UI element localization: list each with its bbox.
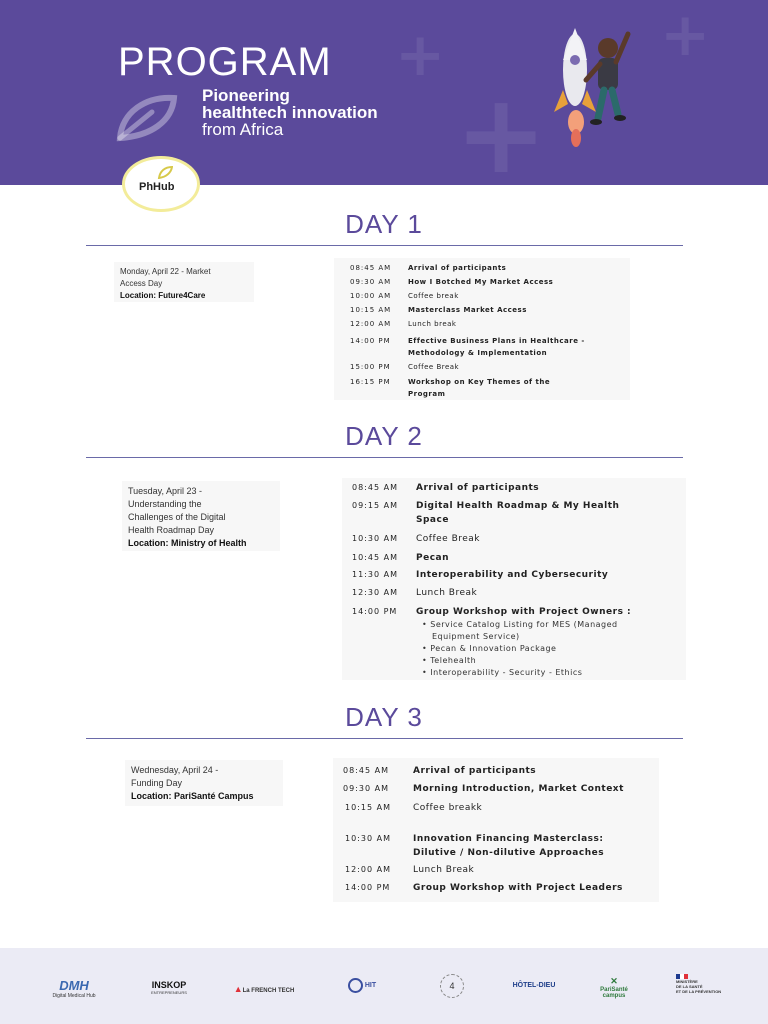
- day-info-line: Access Day: [120, 279, 163, 288]
- event-title: Arrival of participants: [416, 483, 540, 493]
- day-info-line: Understanding the: [128, 499, 202, 509]
- event-title: Coffee Break: [408, 363, 460, 371]
- dmh-logo: [50, 978, 98, 999]
- event-title: Dilutive / Non-dilutive Approaches: [413, 848, 605, 858]
- divider: [86, 245, 683, 246]
- schedule: [333, 758, 659, 902]
- event-time: 16:15 PM: [350, 378, 391, 386]
- tagline: Pioneering: [202, 86, 290, 105]
- event-time: 12:00 AM: [345, 865, 391, 874]
- event-time: 08:45 AM: [352, 483, 398, 492]
- event-title: Lunch break: [408, 320, 457, 328]
- sub-item-text: Pecan & Innovation Package: [430, 644, 557, 653]
- plus-icon: +: [660, 0, 711, 70]
- event-title: Lunch Break: [416, 588, 478, 598]
- event-title: Workshop on Key Themes of the: [408, 378, 551, 386]
- event-title: Coffee Break: [416, 534, 481, 544]
- event-time: 10:15 AM: [345, 803, 391, 812]
- rooster-icon: ▲: [233, 984, 243, 994]
- schedule: [334, 258, 630, 400]
- logo-text: La FRENCH TECH: [242, 988, 295, 994]
- event-time: 14:00 PM: [345, 883, 391, 892]
- sub-item: [432, 632, 520, 641]
- sub-item-text: Telehealth: [430, 656, 477, 665]
- event-title: Group Workshop with Project Leaders: [413, 883, 623, 893]
- event-time: 12:00 AM: [350, 320, 392, 328]
- parisante-campus-logo: [592, 976, 636, 999]
- phhub-logo: [122, 156, 200, 212]
- ministry-logo: [676, 974, 738, 994]
- event-title: Arrival of participants: [413, 766, 537, 776]
- logo-text: Digital Medical Hub: [52, 993, 96, 999]
- event-title: Group Workshop with Project Owners :: [416, 607, 632, 617]
- leaf-icon: [112, 92, 182, 142]
- sub-item-text: Interoperability - Security - Ethics: [430, 668, 583, 677]
- event-time: 11:30 AM: [352, 570, 398, 579]
- future4care-logo: [437, 974, 467, 998]
- event-title: Interoperability and Cybersecurity: [416, 570, 609, 580]
- location: Location: Future4Care: [120, 291, 206, 300]
- hotel-dieu-logo: [510, 982, 558, 989]
- leaf-icon: [157, 165, 173, 179]
- event-time: 10:15 AM: [350, 306, 392, 314]
- header-banner: [0, 0, 768, 185]
- day-info-line: Funding Day: [131, 778, 183, 788]
- event-time: 08:45 AM: [350, 264, 392, 272]
- cross-icon: ✕: [610, 976, 618, 986]
- event-time: 09:30 AM: [343, 784, 389, 793]
- day-title: DAY 3: [345, 702, 423, 732]
- day-info: [114, 262, 254, 302]
- logo-text: DE LA SANTÉ: [676, 984, 703, 989]
- logo-text: HIT: [364, 982, 377, 989]
- event-title: Coffee breakk: [413, 803, 483, 813]
- event-time: 14:00 PM: [352, 607, 398, 616]
- event-time: 12:30 AM: [352, 588, 398, 597]
- event-time: 10:30 AM: [352, 534, 398, 543]
- partner-logos-footer: [0, 948, 768, 1024]
- event-title: Pecan: [416, 553, 450, 563]
- event-time: 15:00 PM: [350, 363, 391, 371]
- event-title: Lunch Break: [413, 865, 475, 875]
- day-title: DAY 1: [345, 209, 423, 239]
- day-info-line: Health Roadmap Day: [128, 525, 215, 535]
- logo-text: 4: [440, 974, 464, 998]
- event-time: 10:30 AM: [345, 834, 391, 843]
- rocket-character-illustration: [540, 20, 650, 160]
- event-title: Masterclass Market Access: [408, 306, 527, 314]
- event-time: 08:45 AM: [343, 766, 389, 775]
- event-time: 10:00 AM: [350, 292, 392, 300]
- event-title: Effective Business Plans in Healthcare -: [408, 337, 585, 345]
- logo-text: ET DE LA PRÉVENTION: [676, 989, 722, 994]
- french-tech-logo: [232, 984, 296, 994]
- day-info: [125, 760, 283, 806]
- event-title: Digital Health Roadmap & My Health: [416, 501, 620, 511]
- event-time: 09:15 AM: [352, 501, 398, 510]
- event-title: How I Botched My Market Access: [408, 278, 554, 286]
- day-info-line: Tuesday, April 23 -: [128, 486, 203, 496]
- sub-item: • Pecan & Innovation Package: [422, 644, 557, 653]
- event-title: Methodology & Implementation: [408, 349, 548, 357]
- sub-item: • Interoperability - Security - Ethics: [422, 668, 583, 677]
- logo-text: DMH: [59, 978, 89, 993]
- event-title: Morning Introduction, Market Context: [413, 784, 624, 794]
- divider: [86, 738, 683, 739]
- schedule: [342, 478, 686, 680]
- day-title: DAY 2: [345, 421, 423, 451]
- hit-icon: [348, 978, 363, 993]
- day-info-line: Wednesday, April 24 -: [131, 765, 219, 775]
- day-info-line: Monday, April 22 - Market: [120, 267, 211, 276]
- event-title: Coffee break: [408, 292, 459, 300]
- logo-text: campus: [602, 993, 626, 999]
- sub-item-text: Service Catalog Listing for MES (Managed: [430, 620, 618, 629]
- logo-text: ENTREPRENEURS: [151, 990, 187, 995]
- event-title: Arrival of participants: [408, 264, 507, 272]
- event-title: Program: [408, 390, 446, 398]
- hit-logo: [340, 978, 384, 993]
- inskop-logo: [140, 980, 198, 995]
- sub-item: • Service Catalog Listing for MES (Managed: [422, 620, 618, 629]
- page-title: PROGRAM: [118, 40, 332, 84]
- tagline: healthtech innovation: [202, 103, 378, 122]
- day-info: [122, 481, 280, 551]
- day-info-line: Challenges of the Digital: [128, 512, 226, 522]
- logo-text: PariSanté: [600, 987, 628, 993]
- event-time: 14:00 PM: [350, 337, 391, 345]
- divider: [86, 457, 683, 458]
- logo-text: INSKOP: [151, 980, 187, 990]
- location: Location: PariSanté Campus: [131, 791, 254, 801]
- event-time: 10:45 AM: [352, 553, 398, 562]
- logo-text: HÔTEL-DIEU: [512, 982, 556, 989]
- plus-icon: +: [455, 70, 548, 185]
- tagline: from Africa: [202, 120, 284, 139]
- plus-icon: +: [395, 20, 446, 90]
- logo-text: PhHub: [139, 181, 175, 193]
- event-time: 09:30 AM: [350, 278, 392, 286]
- event-title: Space: [416, 515, 449, 525]
- logo-text: MINISTÈRE: [676, 979, 698, 984]
- event-title: Innovation Financing Masterclass:: [413, 834, 604, 844]
- location: Location: Ministry of Health: [128, 538, 247, 548]
- sub-item: • Telehealth: [422, 656, 477, 665]
- sub-item-text: Equipment Service): [432, 632, 520, 641]
